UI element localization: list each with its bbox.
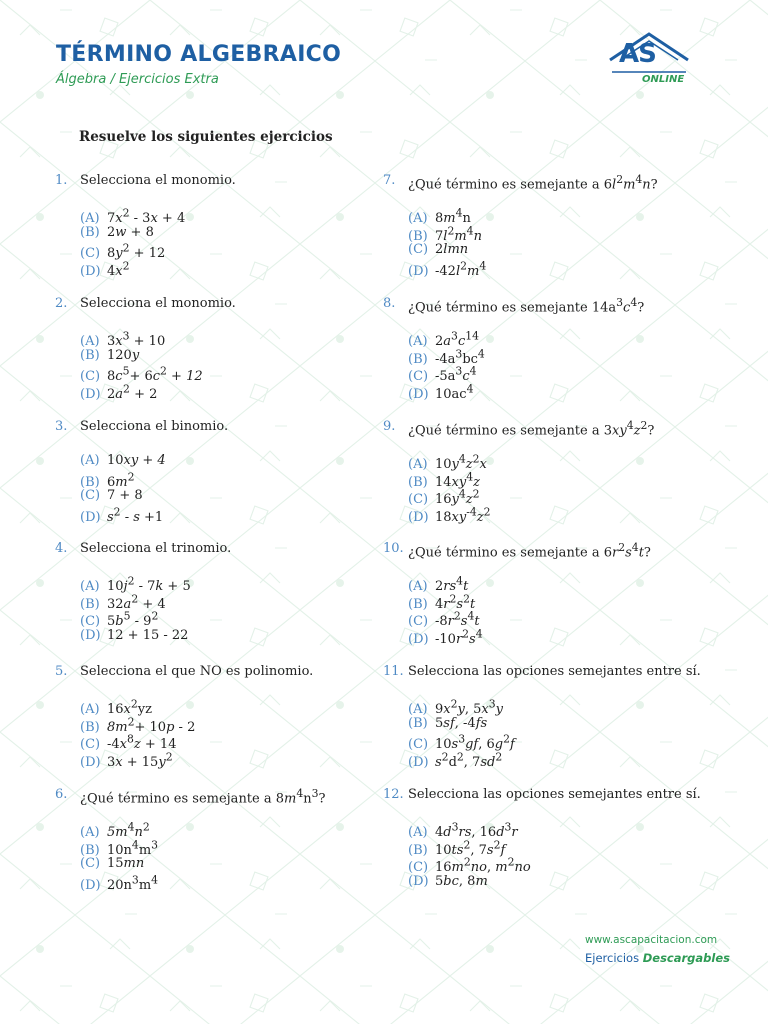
question-number: 4. [55,541,68,556]
option-letter: (C) [408,492,429,508]
option-item [408,856,531,874]
option-value: 15mn [107,856,145,871]
option-letter: (C) [408,242,429,257]
logo-text: AS [619,39,656,69]
option-letter: (B) [80,842,100,858]
option-item [80,751,195,769]
option-item [80,821,158,839]
option-letter: (A) [80,211,100,227]
option-item [408,330,485,348]
option-item [408,733,515,751]
option-letter: (B) [80,719,100,735]
question-number: 11. [383,664,404,679]
option-value: 2w + 8 [107,224,154,240]
option-value: $-42l^2m^4$ [435,259,487,279]
option-value: $s^2 - s +1$ [107,505,164,525]
option-value: $5m^4n^2$ [107,821,150,841]
option-value: $4r^2s^2t$ [435,592,476,612]
option-item [80,874,158,892]
question-text: ¿Qué término es semejante a $8m^4n^3$? [80,787,326,807]
option-item [80,471,166,489]
option-letter: (A) [408,457,428,473]
question-number: 3. [55,419,68,434]
option-item [80,716,195,734]
option-letter: (A) [408,579,428,595]
option-item [408,506,491,524]
option-value: 5sf, -4fs [435,715,488,731]
option-value: $10n^4m^3$ [107,838,159,858]
option-item [408,365,485,383]
option-item [80,225,185,243]
option-letter: (A) [80,334,100,350]
option-letter: (A) [80,825,100,841]
footer-label [585,951,730,965]
option-item [408,751,515,769]
option-item [408,383,485,401]
question-text: Selecciona el binomio. [80,419,229,434]
option-item [408,839,531,857]
option-item [80,260,185,278]
option-letter: (C) [408,614,429,630]
option-letter: (D) [80,754,101,770]
option-value: $-10r^2s^4$ [435,627,483,647]
option-letter: (C) [408,860,429,876]
question-text: ¿Qué término es semejante $14a^3c^4$? [408,296,645,316]
option-value: $14xy^4z$ [435,470,480,490]
question-text: ¿Qué término es semejante a $6l^2m^4n$? [408,173,658,193]
option-item [408,874,531,892]
question-number: 6. [55,787,68,802]
option-value: $2a^3c^{14}$ [435,330,479,350]
option-value: $-4x^8z + 14$ [107,733,177,753]
option-item [408,453,491,471]
option-item [80,488,166,506]
option-item [80,506,166,524]
option-letter: (D) [80,386,101,402]
option-letter: (D) [408,263,429,279]
option-letter: (A) [408,825,428,841]
option-list [408,575,483,645]
option-letter: (D) [408,873,429,889]
question-text: Selecciona el trinomio. [80,541,232,556]
option-list [80,207,185,277]
option-letter: (A) [408,334,428,350]
option-value: $16m^2no$, $m^2no$ [435,856,531,876]
option-list [408,821,531,891]
option-value: $8m^4n$ [435,207,471,227]
question-text: ¿Qué término es semejante a $3xy^4z^2$? [408,419,655,439]
option-value: $5b^5 - 9^2$ [107,610,159,630]
option-letter: (D) [80,627,101,643]
option-value: $8y^2 + 12$ [107,242,166,262]
option-item [80,207,185,225]
option-value: 120y [107,347,140,363]
option-value: 10xy + 4 [107,453,166,468]
option-letter: (A) [408,702,428,718]
option-letter: (D) [408,754,429,770]
option-letter: (A) [80,579,100,595]
option-value: $10ts^2$, $7s^2f$ [435,838,506,858]
option-value: $10ac^4$ [435,382,474,402]
option-letter: (B) [408,474,428,490]
option-value: $16x^2yz$ [107,698,152,718]
option-value: $3x + 15y^2$ [107,750,173,770]
question-text: Selecciona las opciones semejantes entre sí. [408,787,701,802]
question-text: Selecciona el que NO es polinomio. [80,664,314,679]
option-list [80,453,166,523]
option-value: $9x^2y$, $5x^3y$ [435,698,504,718]
option-item [80,242,185,260]
question-number: 12. [383,787,404,802]
option-list [408,453,491,523]
option-letter: (C) [408,369,429,385]
question-number: 9. [383,419,396,434]
question-text: Selecciona las opciones semejantes entre sí. [408,664,701,679]
option-letter: (D) [408,509,429,525]
option-letter: (D) [80,877,101,893]
option-letter: (B) [80,224,100,240]
option-value: $8c^5+ 6c^2 + 12$ [107,365,203,385]
option-letter: (C) [408,737,429,753]
option-letter: (B) [408,228,428,244]
instructions: Resuelve los siguientes ejercicios [79,129,333,145]
option-item [80,365,203,383]
question-text: Selecciona el monomio. [80,296,236,311]
option-item [408,225,486,243]
option-letter: (B) [408,842,428,858]
option-value: 2lmn [435,242,469,257]
option-value: $8m^2+ 10p - 2$ [107,715,196,735]
option-value: $10y^4z^2x$ [435,453,487,473]
option-letter: (B) [408,596,428,612]
option-value: $10j^2 - 7k + 5$ [107,575,191,595]
option-value: $-5a^3c^4$ [435,365,477,385]
question-number: 7. [383,173,396,188]
option-item [408,610,483,628]
option-item [408,698,515,716]
option-list [408,207,486,277]
option-letter: (C) [80,488,101,503]
option-item [80,348,203,366]
option-item [80,383,203,401]
page-subtitle: Álgebra / Ejercicios Extra [56,72,219,87]
question-number: 1. [55,173,68,188]
option-item [80,610,191,628]
option-item [408,593,483,611]
option-letter: (B) [80,347,100,363]
option-value: $18xy^{-4}z^2$ [435,505,491,525]
option-letter: (A) [80,702,100,718]
footer-label-bold: Descargables [642,951,730,965]
question-number: 8. [383,296,396,311]
option-letter: (C) [80,246,101,262]
option-item [80,698,195,716]
footer-url: www.ascapacitacion.com [585,934,718,946]
option-value: $7l^2m^4n$ [435,224,482,244]
option-item [80,453,166,471]
as-online-logo [606,30,692,92]
question-text: ¿Qué término es semejante a $6r^2s^4t$? [408,541,651,561]
option-letter: (B) [408,715,428,731]
option-value: $-4a^3bc^4$ [435,347,485,367]
option-value: $-8r^2s^4t$ [435,610,480,630]
option-value: $32a^2 + 4$ [107,592,166,612]
option-letter: (C) [80,369,101,385]
page-title: TÉRMINO ALGEBRAICO [56,42,342,67]
option-value: 7 + 8 [107,488,143,503]
option-value: $3x^3 + 10$ [107,330,166,350]
option-value: 12 + 15 - 22 [107,627,189,643]
option-item [408,242,486,260]
option-item [408,575,483,593]
option-item [80,593,191,611]
option-item [80,856,158,874]
option-list [408,330,485,400]
option-letter: (B) [80,596,100,612]
option-value: $2rs^4t$ [435,575,469,595]
option-letter: (D) [80,263,101,279]
option-item [80,733,195,751]
option-list [80,698,195,768]
option-list [80,575,191,645]
option-item [80,330,203,348]
option-item [408,821,531,839]
option-value: $7x^2 - 3x + 4$ [107,207,186,227]
option-letter: (B) [80,474,100,490]
option-item [408,628,483,646]
option-value: 5bc, 8m [435,873,488,889]
option-item [80,575,191,593]
option-value: $2a^2 + 2$ [107,382,158,402]
option-list [80,330,203,400]
option-letter: (C) [80,737,101,753]
option-list [408,698,515,768]
option-letter: (D) [80,509,101,525]
logo-subtext: ONLINE [642,74,685,85]
option-letter: (D) [408,386,429,402]
option-value: $20n^3m^4$ [107,873,159,893]
option-value: $10s^3gf$, $6g^2f$ [435,733,515,753]
option-item [408,471,491,489]
question-number: 2. [55,296,68,311]
option-item [80,628,191,646]
option-letter: (A) [408,211,428,227]
option-value: $s^2d^2$, $7sd^2$ [435,750,503,770]
option-letter: (D) [408,631,429,647]
option-item [80,839,158,857]
option-value: $6m^2$ [107,470,135,490]
question-text: Selecciona el monomio. [80,173,236,188]
option-item [408,207,486,225]
option-value: $4d^3rs$, $16d^3r$ [435,821,518,841]
option-item [408,716,515,734]
question-number: 10. [383,541,404,556]
question-number: 5. [55,664,68,679]
option-item [408,260,486,278]
option-letter: (C) [80,856,101,871]
footer-label-normal: Ejercicios [585,951,640,965]
option-value: $16y^4z^2$ [435,488,480,508]
option-letter: (B) [408,351,428,367]
option-list [80,821,158,891]
option-letter: (C) [80,614,101,630]
option-item [408,348,485,366]
option-item [408,488,491,506]
option-value: $4x^2$ [107,259,130,279]
option-letter: (A) [80,453,100,468]
